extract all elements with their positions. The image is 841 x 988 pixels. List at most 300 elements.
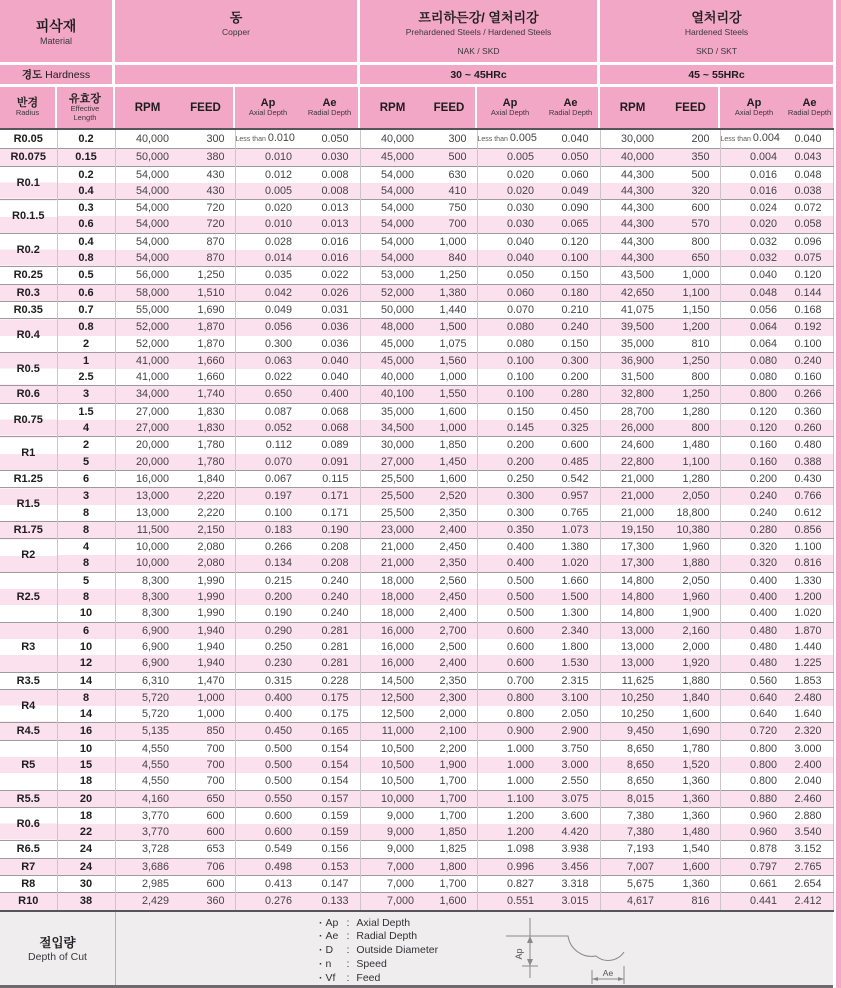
rpm-cell: 41,000 [115, 352, 180, 369]
material-hardened [600, 0, 833, 62]
ap-cell: 0.200 [235, 589, 303, 605]
rpm-cell: 9,000 [360, 807, 425, 824]
efflen-cell: 16 [57, 723, 115, 740]
feed-cell: 1,700 [425, 876, 477, 893]
ap-cell: 0.600 [235, 807, 303, 824]
rpm-cell: 9,000 [360, 824, 425, 841]
rpm-cell: 54,000 [115, 200, 180, 217]
efflen-cell: 0.2 [57, 129, 115, 149]
feed-cell: 2,000 [682, 640, 710, 653]
feed-cell: 2,350 [439, 506, 467, 519]
ae-cell: 3.015 [545, 893, 600, 911]
ae-cell: 0.036 [303, 319, 360, 336]
ae-cell: 0.485 [561, 455, 589, 468]
feed-cell: 1,700 [425, 807, 477, 824]
rpm-cell: 21,000 [600, 470, 665, 487]
ap-cell: 0.500 [477, 605, 545, 622]
rpm-cell: 7,000 [360, 876, 425, 893]
ae-cell: 0.075 [794, 252, 822, 265]
efflen-cell: 0.5 [57, 267, 115, 284]
legend-bullet: · [319, 958, 323, 971]
rpm-cell: 7,000 [360, 858, 425, 875]
feed-cell: 1,000 [425, 233, 477, 250]
rpm-cell: 31,500 [600, 369, 665, 386]
table-row [0, 521, 833, 538]
ae-cell: 0.068 [321, 422, 349, 435]
table-row [0, 893, 833, 911]
ae-cell: 2.412 [788, 893, 833, 911]
ae-cell: 1.300 [561, 607, 589, 620]
feed-cell: 2,220 [180, 488, 235, 505]
feed-cell: 430 [180, 166, 235, 183]
table-row [0, 250, 833, 267]
feed-cell: 1,990 [197, 607, 225, 620]
ap-cell: 0.400 [235, 706, 303, 723]
feed-cell: 630 [425, 166, 477, 183]
ae-cell: 0.154 [321, 758, 349, 771]
table-row [0, 790, 833, 807]
radius-cell: R0.6 [0, 386, 57, 403]
ae-cell: 0.150 [561, 337, 589, 350]
ap-header: Ap [260, 97, 276, 110]
efflen-cell: 3 [57, 386, 115, 403]
feed-cell: 1,990 [180, 572, 235, 589]
feed-cell: 650 [180, 790, 235, 807]
ap-cell: 0.150 [477, 403, 545, 420]
ap-cell: 0.500 [477, 572, 545, 589]
ap-cell: 0.056 [720, 301, 788, 318]
feed-cell: 1,150 [665, 301, 720, 318]
ae-cell: 0.016 [303, 233, 360, 250]
rpm-cell: 27,000 [115, 403, 180, 420]
feed-cell: 500 [425, 149, 477, 166]
radius-cell: R2 [0, 539, 57, 573]
radius-cell: R0.4 [0, 319, 57, 353]
rpm-cell: 5,720 [115, 706, 180, 723]
feed-cell: 1,600 [425, 470, 477, 487]
rpm-cell: 12,500 [360, 689, 425, 706]
ae-cell: 0.180 [545, 284, 600, 301]
feed-cell: 1,600 [425, 893, 477, 911]
table-row [0, 622, 833, 639]
feed-cell: 1,000 [439, 371, 467, 384]
ap-cell: 0.080 [477, 319, 545, 336]
rpm-cell: 27,000 [360, 454, 425, 471]
feed-cell: 360 [180, 893, 235, 911]
ae-cell: 0.144 [788, 284, 833, 301]
ae-diagram-label: Ae [602, 967, 614, 978]
ap-cell: 0.024 [720, 200, 788, 217]
footer [0, 912, 833, 988]
ae-cell: 0.022 [303, 267, 360, 284]
legend-description: Axial Depth [356, 916, 411, 929]
rpm-cell: 7,380 [600, 824, 665, 841]
ae-cell: 2.654 [788, 876, 833, 893]
ae-cell: 2.400 [794, 758, 822, 771]
rpm-cell: 2,429 [115, 893, 180, 911]
feed-cell: 1,825 [425, 841, 477, 858]
efflen-cell: 0.15 [57, 149, 115, 166]
rpm-cell: 4,617 [600, 893, 665, 911]
ae-cell: 0.100 [794, 337, 822, 350]
efflen-cell: 3 [57, 488, 115, 505]
rpm-cell: 10,250 [600, 706, 665, 723]
rpm-cell: 23,000 [360, 521, 425, 538]
ap-cell: 0.800 [477, 706, 545, 723]
rpm-cell: 7,380 [600, 807, 665, 824]
feed-cell: 1,920 [682, 657, 710, 670]
table-row [0, 200, 833, 217]
ae-cell: 0.816 [794, 557, 822, 570]
feed-cell: 1,560 [425, 352, 477, 369]
ae-cell: 0.240 [321, 607, 349, 620]
legend-item [319, 930, 438, 944]
ap-cell: 0.197 [235, 488, 303, 505]
hardened-ko: 열처리강 [691, 10, 742, 25]
radius-cell: R4.5 [0, 723, 57, 740]
feed-cell: 1,900 [682, 607, 710, 620]
table-row [0, 605, 833, 622]
feed-cell: 1,880 [665, 672, 720, 689]
ap-cell: 0.240 [720, 488, 788, 505]
efflen-cell: 1 [57, 352, 115, 369]
efflen-cell: 6 [57, 622, 115, 639]
depth-of-cut-en: Depth of Cut [28, 951, 87, 964]
ap-cell: 0.042 [235, 284, 303, 301]
ap-cell: 0.100 [477, 386, 545, 403]
ae-cell: 0.765 [561, 506, 589, 519]
ap-cell: 0.800 [720, 740, 788, 757]
efflen-cell: 0.4 [57, 183, 115, 200]
rpm-cell: 54,000 [115, 183, 180, 200]
ae-cell: 0.400 [303, 386, 360, 403]
feed-header: FEED [433, 101, 465, 114]
table-row [0, 706, 833, 723]
rpm-cell: 20,000 [115, 437, 180, 454]
hardened-ap-ae-header [720, 87, 833, 128]
rpm-cell: 4,550 [115, 740, 180, 757]
efflen-cell: 6 [57, 470, 115, 487]
ap-cell: 0.016 [720, 166, 788, 183]
feed-cell: 1,960 [682, 591, 710, 604]
feed-cell: 2,160 [665, 622, 720, 639]
ap-cell: 0.400 [477, 539, 545, 556]
efflen-cell: 0.4 [57, 233, 115, 250]
rpm-cell: 44,300 [600, 216, 665, 233]
ap-cell: 0.600 [477, 655, 545, 672]
ae-cell: 0.175 [321, 708, 349, 721]
rpm-cell: 18,000 [360, 572, 425, 589]
ae-cell: 0.008 [303, 166, 360, 183]
table-row [0, 149, 833, 166]
rpm-cell: 28,700 [600, 403, 665, 420]
feed-cell: 1,470 [180, 672, 235, 689]
rpm-cell: 6,310 [115, 672, 180, 689]
efflen-cell: 8 [57, 521, 115, 538]
material-label-ko: 피삭재 [35, 18, 77, 34]
rpm-cell: 3,686 [115, 858, 180, 875]
rpm-cell: 41,075 [600, 301, 665, 318]
rpm-cell: 52,000 [115, 336, 180, 353]
efflen-cell: 0.3 [57, 200, 115, 217]
table-row [0, 655, 833, 672]
feed-cell: 1,600 [665, 858, 720, 875]
ae-cell: 3.075 [545, 790, 600, 807]
ae-cell: 0.240 [303, 572, 360, 589]
hardness-en: Hardness [45, 68, 91, 81]
table-row [0, 369, 833, 386]
ae-cell: 0.190 [303, 521, 360, 538]
ae-cell: 0.091 [321, 455, 349, 468]
feed-cell: 2,220 [197, 506, 225, 519]
ap-cell: 0.028 [235, 233, 303, 250]
rpm-cell: 48,000 [360, 319, 425, 336]
ae-cell: 0.013 [321, 218, 349, 231]
rpm-cell: 39,500 [600, 319, 665, 336]
rpm-cell: 4,550 [115, 773, 180, 790]
ae-cell: 0.200 [561, 371, 589, 384]
table-row [0, 301, 833, 318]
ae-cell: 3.600 [545, 807, 600, 824]
feed-cell: 2,200 [425, 740, 477, 757]
ae-cell: 0.325 [561, 422, 589, 435]
feed-cell: 1,780 [197, 455, 225, 468]
ap-cell: 0.320 [720, 539, 788, 556]
rpm-cell: 54,000 [115, 216, 180, 233]
rpm-cell: 6,900 [115, 622, 180, 639]
rpm-cell: 6,900 [115, 639, 180, 655]
feed-cell: 2,350 [439, 557, 467, 570]
feed-cell: 1,740 [180, 386, 235, 403]
radius-cell: R2.5 [0, 572, 57, 622]
efflen-column-header [57, 87, 115, 128]
legend-bullet: · [319, 930, 323, 943]
radius-cell: R3.5 [0, 672, 57, 689]
ap-cell: 0.070 [235, 454, 303, 471]
ae-cell: 0.208 [321, 557, 349, 570]
ap-cell: 0.300 [477, 488, 545, 505]
ap-cell: 0.280 [720, 521, 788, 538]
rpm-cell: 8,300 [115, 589, 180, 605]
radius-cell: R7 [0, 858, 57, 875]
feed-cell: 1,700 [425, 790, 477, 807]
rpm-cell: 30,000 [600, 129, 665, 149]
table-row [0, 589, 833, 605]
efflen-cell: 24 [57, 841, 115, 858]
ae-cell: 1.500 [561, 591, 589, 604]
ap-cell: 0.215 [235, 572, 303, 589]
radius-cell: R8 [0, 876, 57, 893]
ap-cell: 1.000 [477, 757, 545, 773]
rpm-cell: 9,450 [600, 723, 665, 740]
table-row [0, 555, 833, 572]
ae-cell: 0.040 [794, 133, 822, 145]
efflen-cell: 8 [57, 505, 115, 522]
ae-cell: 1.380 [545, 539, 600, 556]
rpm-cell: 45,000 [360, 336, 425, 353]
table-row [0, 129, 833, 149]
ae-cell: 0.612 [794, 506, 822, 519]
ap-cell: 0.700 [477, 672, 545, 689]
rpm-cell: 34,000 [115, 386, 180, 403]
feed-cell: 653 [180, 841, 235, 858]
feed-cell: 320 [691, 184, 710, 197]
feed-cell: 200 [691, 133, 710, 145]
feed-cell: 840 [448, 252, 467, 265]
rpm-cell: 52,000 [115, 319, 180, 336]
copper-rpm-feed-header [115, 87, 235, 128]
efflen-cell: 4 [57, 539, 115, 556]
table-row [0, 689, 833, 706]
table-row [0, 740, 833, 757]
ap-cell: 0.080 [477, 336, 545, 353]
feed-cell: 1,600 [682, 708, 710, 721]
rpm-cell: 40,000 [115, 129, 180, 149]
ap-header: Ap [502, 97, 518, 110]
efflen-cell: 4 [57, 420, 115, 437]
ap-cell: 0.720 [720, 723, 788, 740]
copper-ko: 동 [229, 10, 243, 25]
ap-cell: 0.190 [235, 605, 303, 622]
ap-cell: 0.040 [477, 233, 545, 250]
ae-cell: 0.147 [303, 876, 360, 893]
rpm-cell: 19,150 [600, 521, 665, 538]
ae-cell: 0.040 [303, 352, 360, 369]
table-row [0, 807, 833, 824]
feed-cell: 810 [691, 337, 710, 350]
column-header-row [0, 87, 833, 128]
feed-cell: 2,100 [425, 723, 477, 740]
rpm-cell: 17,300 [600, 555, 665, 572]
ap-cell: 0.290 [235, 622, 303, 639]
ae-cell: 0.008 [321, 184, 349, 197]
ap-cell: 0.560 [720, 672, 788, 689]
feed-cell: 1,840 [180, 470, 235, 487]
feed-cell: 1,450 [439, 455, 467, 468]
ae-cell: 0.542 [545, 470, 600, 487]
ae-cell: 0.957 [545, 488, 600, 505]
ap-cell: 0.661 [720, 876, 788, 893]
feed-cell: 2,450 [425, 539, 477, 556]
ap-cell: 0.640 [720, 689, 788, 706]
rpm-cell: 16,000 [115, 470, 180, 487]
rpm-cell: 25,500 [360, 505, 425, 522]
rpm-cell: 54,000 [360, 166, 425, 183]
efflen-cell: 10 [57, 639, 115, 655]
rpm-cell: 44,300 [600, 166, 665, 183]
feed-cell: 1,000 [665, 267, 720, 284]
ap-cell: 0.004 [720, 149, 788, 166]
feed-cell: 1,250 [180, 267, 235, 284]
ap-cell: 0.250 [235, 639, 303, 655]
ap-cell: 0.067 [235, 470, 303, 487]
feed-cell: 1,550 [425, 386, 477, 403]
ae-cell: 0.090 [545, 200, 600, 217]
radius-cell: R1.5 [0, 488, 57, 522]
table-row [0, 773, 833, 790]
feed-cell: 1,360 [665, 790, 720, 807]
feed-cell: 2,080 [197, 557, 225, 570]
rpm-cell: 45,000 [360, 352, 425, 369]
ap-cell: 0.600 [235, 824, 303, 841]
ap-cell: 0.032 [720, 233, 788, 250]
ae-cell: 0.048 [788, 166, 833, 183]
rpm-cell: 13,000 [115, 488, 180, 505]
cutting-conditions-table [0, 128, 834, 912]
radius-cell: R0.1 [0, 166, 57, 200]
rpm-cell: 13,000 [600, 639, 665, 655]
rpm-cell: 10,500 [360, 740, 425, 757]
rpm-cell: 14,800 [600, 605, 665, 622]
rpm-cell: 11,500 [115, 521, 180, 538]
ap-cell: 0.315 [235, 672, 303, 689]
rpm-cell: 30,000 [360, 437, 425, 454]
legend-description: Outside Diameter [356, 944, 439, 957]
efflen-cell: 24 [57, 858, 115, 875]
ae-cell: 0.100 [561, 252, 589, 265]
rpm-cell: 41,000 [115, 369, 180, 386]
ae-cell: 3.318 [545, 876, 600, 893]
feed-cell: 1,000 [439, 422, 467, 435]
ap-cell: 0.100 [235, 505, 303, 522]
feed-cell: 750 [425, 200, 477, 217]
ae-cell: 0.031 [303, 301, 360, 318]
ap-cell: 0.800 [720, 757, 788, 773]
ap-cell: 0.650 [235, 386, 303, 403]
rpm-cell: 40,000 [360, 369, 425, 386]
ae-cell: 0.058 [794, 218, 822, 231]
ae-cell: 0.159 [303, 807, 360, 824]
ae-cell: 0.281 [321, 657, 349, 670]
feed-cell: 1,780 [180, 437, 235, 454]
ap-cell: 0.020 [720, 216, 788, 233]
ae-cell: 1.870 [788, 622, 833, 639]
ap-header: Ap [746, 97, 762, 110]
feed-cell: 700 [180, 740, 235, 757]
rpm-cell: 34,500 [360, 420, 425, 437]
ap-cell: 0.200 [720, 470, 788, 487]
ap-cell: 0.500 [235, 757, 303, 773]
ap-cell: 0.049 [235, 301, 303, 318]
copper-ap-ae-header [235, 87, 360, 128]
ae-cell: 0.133 [303, 893, 360, 911]
ae-cell: 0.016 [321, 252, 349, 265]
legend-item [319, 944, 438, 958]
table-row [0, 386, 833, 403]
radius-cell: R10 [0, 893, 57, 911]
legend-description: Speed [356, 958, 387, 971]
rpm-cell: 54,000 [360, 200, 425, 217]
ae-cell: 3.000 [788, 740, 833, 757]
ap-cell: 0.550 [235, 790, 303, 807]
ap-cell: 0.120 [720, 403, 788, 420]
feed-cell: 570 [691, 218, 710, 231]
rpm-cell: 16,000 [360, 639, 425, 655]
radius-cell: R5 [0, 740, 57, 790]
ae-header: Ae [322, 97, 337, 110]
feed-cell: 816 [665, 893, 720, 911]
ae-cell: 2.550 [561, 775, 589, 788]
table-row [0, 403, 833, 420]
rpm-cell: 8,650 [600, 757, 665, 773]
ap-cell: 0.350 [477, 521, 545, 538]
radius-cell: R5.5 [0, 790, 57, 807]
ap-cell: 0.134 [235, 555, 303, 572]
feed-cell: 1,360 [665, 876, 720, 893]
ae-cell: 0.120 [545, 233, 600, 250]
ap-cell: 0.500 [477, 589, 545, 605]
ae-cell: 0.154 [321, 775, 349, 788]
